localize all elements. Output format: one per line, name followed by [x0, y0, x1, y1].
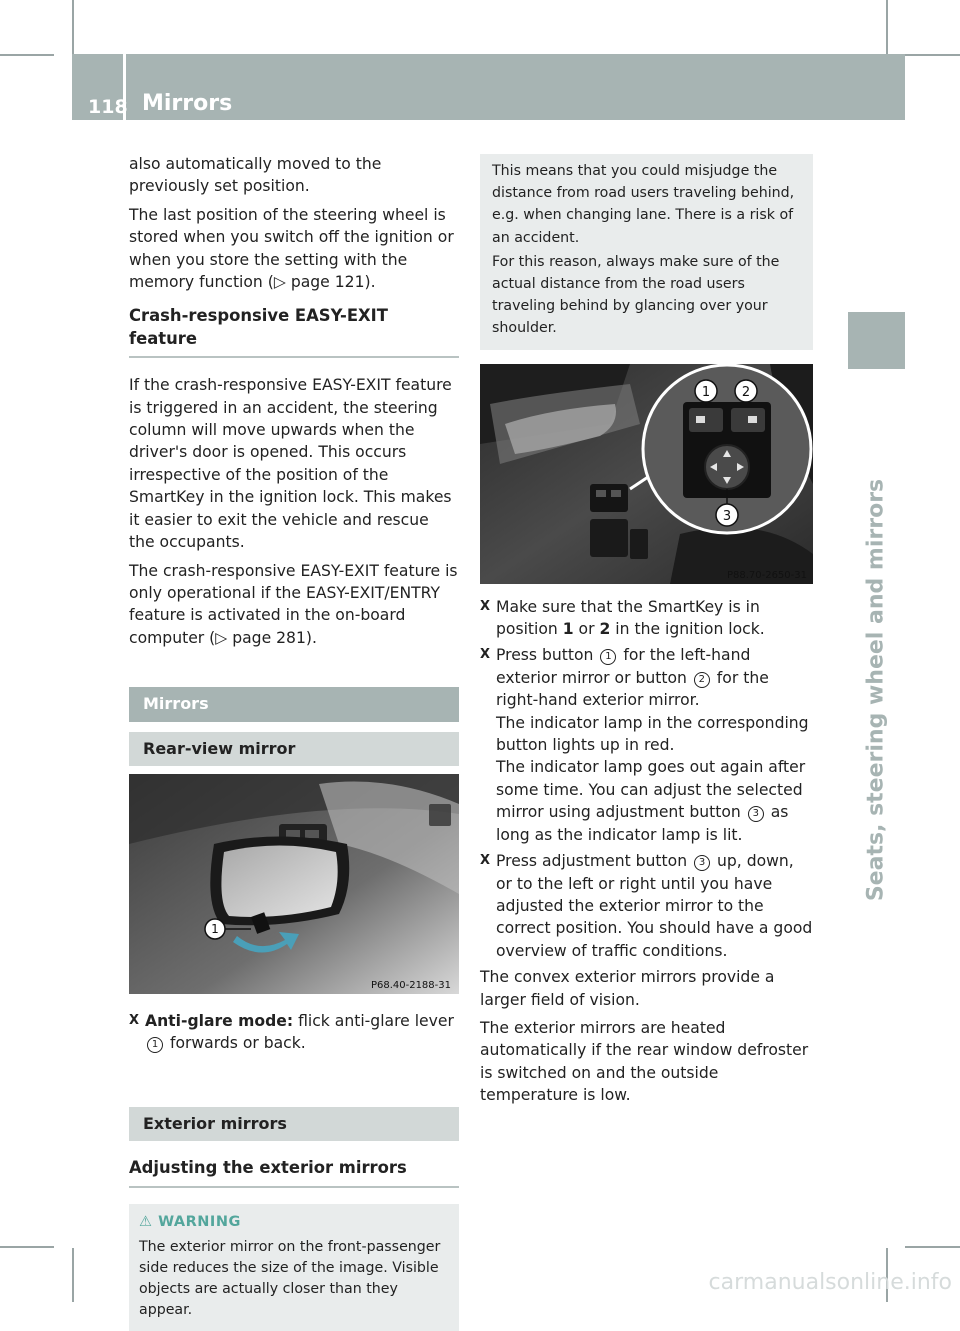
step-item: X Press adjustment button 3 up, down, or to the left or right until you have adjusted the exterior mirror to the correct position. You should have a good overview of traffic conditions.: [480, 852, 813, 960]
crop-mark: [0, 54, 54, 56]
warning-continuation-box: [480, 154, 813, 350]
door-control-illustration: [480, 364, 813, 584]
paragraph: The convex exterior mirrors provide a larger field of vision.: [480, 968, 775, 1009]
left-column: [129, 153, 459, 1331]
warning-text: The exterior mirror on the front-passenger side reduces the size of the image. Visible objects are actually closer than they appear.: [139, 1238, 441, 1318]
paragraph: This means that you could misjudge the distance from road users traveling behind, e.g. when changing lane. There is a risk of an accident.: [492, 163, 795, 246]
callout-ref: 1: [600, 649, 616, 665]
crop-mark: [72, 1248, 74, 1302]
callout-label-1: 1: [211, 921, 219, 936]
page-number: 118: [88, 96, 128, 118]
step-arrow-icon: X: [480, 853, 491, 869]
callout-ref: 1: [147, 1037, 163, 1053]
step-arrow-icon: X: [129, 1012, 140, 1028]
step-arrow-icon: X: [480, 647, 491, 663]
photo-code: P68.40-2188-31: [370, 979, 451, 991]
section-band-mirrors: Mirrors: [129, 687, 459, 721]
step-item: X Anti-glare mode: flick anti-glare lever 1 forwards or back.: [129, 1011, 454, 1053]
chapter-tab-label: Seats, steering wheel and mirrors: [863, 478, 889, 902]
crop-mark: [0, 1246, 54, 1248]
crop-mark: [886, 0, 888, 54]
photo-code: P88.70-2650-31: [726, 569, 807, 581]
crop-mark: [72, 0, 74, 54]
rear-view-mirror-photo: [129, 774, 459, 994]
callout-label-1: 1: [701, 384, 711, 400]
rear-view-mirror-illustration: [129, 774, 459, 994]
chapter-tab-marker: [848, 312, 905, 369]
callout-label-2: 2: [741, 384, 751, 400]
page-reference-link[interactable]: page 121: [290, 273, 365, 292]
step-item: X Press button 1 for the left-hand exterior mirror or button 2 for the right-hand exterior mirror. The indicator lamp in the corresponding button lights up in red. The indicator lamp goes out again after some time. You can adjust the selected mirror using adjustment button 3 as long as the indicator lamp is lit.: [480, 646, 809, 844]
callout-label-3: 3: [722, 508, 732, 524]
paragraph: The crash-responsive EASY-EXIT feature is only operational if the EASY-EXIT/ENTRY feature is activated in the on-board computer (▷ page 281).: [129, 561, 458, 647]
callout-ref: 2: [694, 672, 710, 688]
step-item: X Make sure that the SmartKey is in position 1 or 2 in the ignition lock.: [480, 597, 765, 639]
crop-mark: [905, 1246, 960, 1248]
door-control-photo: [480, 364, 813, 584]
footer-watermark: carmanualsonline.info: [708, 1270, 952, 1295]
right-column: [480, 154, 813, 1113]
subheading-crash-exit: Crash-responsive EASY-EXIT feature: [129, 305, 459, 358]
callout-ref: 3: [694, 855, 710, 871]
step-arrow-icon: X: [480, 598, 491, 614]
warning-heading: ⚠ WARNING: [139, 1213, 241, 1230]
paragraph: also automatically moved to the previously set position.: [129, 155, 382, 196]
warning-triangle-icon: ⚠: [139, 1213, 153, 1230]
page-title: Mirrors: [142, 91, 233, 116]
page-reference-link[interactable]: page 281: [232, 628, 306, 647]
paragraph: For this reason, always make sure of the actual distance from the road users traveling behind by glancing over your shoulder.: [492, 253, 780, 337]
callout-ref: 3: [748, 806, 764, 822]
paragraph: The exterior mirrors are heated automatically if the rear window defroster is switched on and the outside temperature is low.: [480, 1018, 809, 1105]
section-band-rear-view: Rear-view mirror: [129, 732, 459, 766]
subheading-adjusting: Adjusting the exterior mirrors: [129, 1157, 459, 1187]
paragraph: If the crash-responsive EASY-EXIT feature is triggered in an accident, the steering column will move upwards when the driver's door is opened. This occurs irrespective of the position of the SmartKey in the ignition lock. This makes it easier to exit the vehicle and rescue the occupants.: [129, 376, 452, 552]
warning-box: [129, 1204, 459, 1331]
page-ref-arrow-icon: ▷: [215, 628, 228, 647]
paragraph: The last position of the steering wheel is stored when you switch off the ignition or when you store the setting with the memory function (▷ page 121).: [129, 205, 454, 292]
crop-mark: [905, 54, 960, 56]
page-ref-arrow-icon: ▷: [273, 273, 286, 292]
section-band-exterior: Exterior mirrors: [129, 1107, 459, 1141]
